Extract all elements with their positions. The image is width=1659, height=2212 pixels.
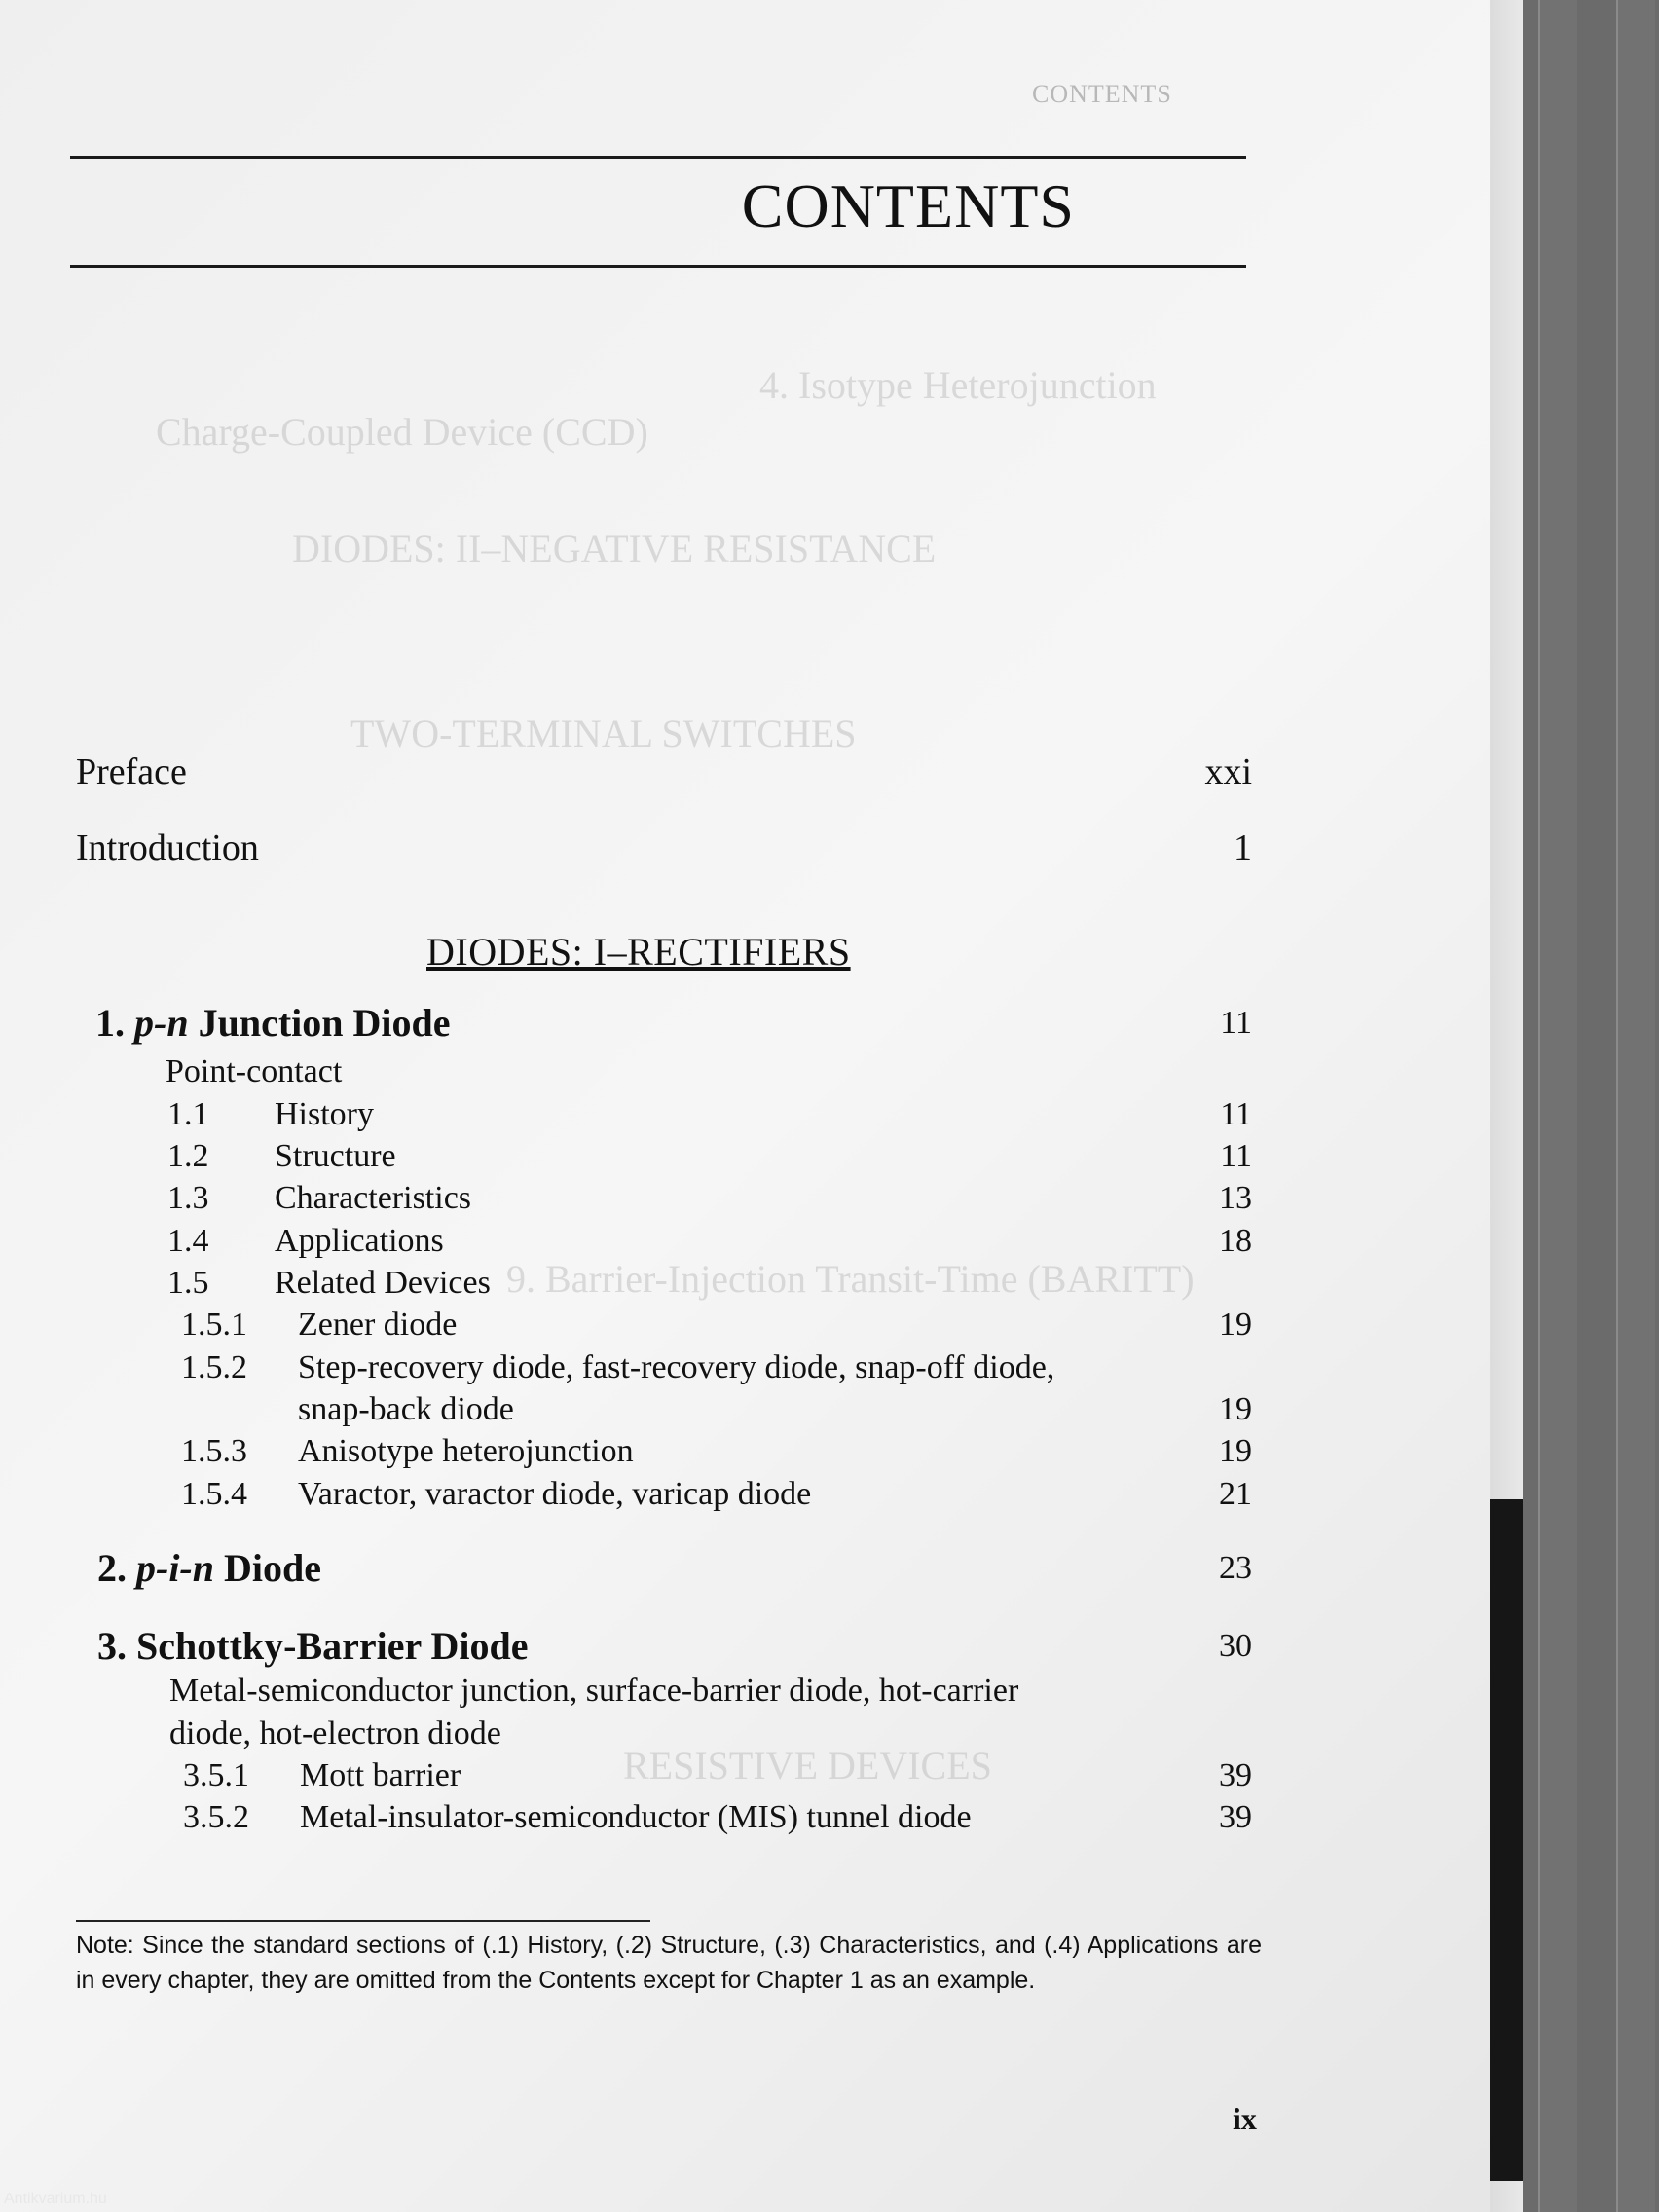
title-rule-top <box>70 156 1246 159</box>
subsection-label: Metal-insulator-semiconductor (MIS) tunnel diode <box>300 1799 972 1835</box>
chapter-number: 1. <box>95 1001 125 1045</box>
toc-subsection[interactable] <box>0 1472 1490 1517</box>
background-wall <box>1499 0 1659 2212</box>
chapter-aliases <box>0 1669 1490 1714</box>
show-through-text: Charge-Coupled Device (CCD) <box>156 410 648 454</box>
subsection-number: 1.5.2 <box>181 1349 247 1385</box>
alias-text: diode, hot-electron diode <box>169 1715 501 1751</box>
toc-page-number: 11 <box>1220 1138 1252 1174</box>
section-label: Related Devices <box>275 1265 491 1301</box>
subsection-label-cont: snap-back diode <box>298 1391 514 1427</box>
show-through-text: DIODES: II–NEGATIVE RESISTANCE <box>292 527 937 571</box>
toc-subsection[interactable] <box>0 1346 1490 1390</box>
chapter-heading <box>97 1546 321 1591</box>
section-label: Structure <box>275 1138 396 1174</box>
toc-subsection[interactable] <box>0 1303 1490 1347</box>
section-number: 1.2 <box>167 1138 209 1174</box>
subsection-number: 3.5.2 <box>183 1799 249 1835</box>
toc-page-number: 39 <box>1219 1757 1252 1793</box>
chapter-number: 3. <box>97 1624 127 1668</box>
section-number: 1.4 <box>167 1223 209 1259</box>
toc-chapter-3[interactable] <box>0 1624 1490 1669</box>
toc-page-number: 11 <box>1220 1005 1252 1041</box>
subsection-label: Mott barrier <box>300 1757 461 1793</box>
subsection-label: Zener diode <box>298 1307 458 1343</box>
toc-subsection[interactable] <box>0 1753 1490 1798</box>
toc-subsection[interactable] <box>0 1795 1490 1840</box>
chapter-aliases <box>0 1050 1490 1094</box>
alias-text: Point-contact <box>166 1053 343 1089</box>
chapter-title: Junction Diode <box>188 1001 451 1045</box>
title-rule-bottom <box>70 265 1246 268</box>
toc-subsection-continuation[interactable] <box>0 1387 1490 1432</box>
subsection-label: Varactor, varactor diode, varicap diode <box>298 1476 812 1512</box>
toc-section[interactable] <box>0 1261 1490 1306</box>
chapter-heading <box>97 1624 529 1669</box>
page-number: ix <box>1233 2101 1257 2136</box>
subsection-number: 3.5.1 <box>183 1757 249 1793</box>
toc-page-number: 18 <box>1219 1223 1252 1259</box>
section-label: Characteristics <box>275 1180 472 1216</box>
toc-entry-label: Preface <box>76 752 187 793</box>
subsection-number: 1.5.1 <box>181 1307 247 1343</box>
toc-page-number: 39 <box>1219 1799 1252 1835</box>
subsection-number: 1.5.4 <box>181 1476 247 1512</box>
chapter-heading <box>95 1001 451 1046</box>
watermark: Antikvarium.hu <box>4 2191 107 2207</box>
toc-page-number: 19 <box>1219 1307 1252 1343</box>
chapter-title-italic: p-n <box>134 1001 189 1045</box>
toc-section[interactable] <box>0 1219 1490 1264</box>
toc-entry-introduction[interactable] <box>0 826 1490 870</box>
running-head: CONTENTS <box>1032 80 1172 108</box>
section-label: Applications <box>275 1223 444 1259</box>
chapter-title: Diode <box>214 1546 321 1590</box>
toc-page-number: 19 <box>1219 1433 1252 1469</box>
toc-page-number: 21 <box>1219 1476 1252 1512</box>
section-number: 1.3 <box>167 1180 209 1216</box>
toc-page-number: 1 <box>1234 828 1252 868</box>
subsection-number: 1.5.3 <box>181 1433 247 1469</box>
toc-entry-label: Introduction <box>76 828 259 868</box>
show-through-text: 9. Barrier-Injection Transit-Time (BARITT) <box>506 1257 1195 1301</box>
chapter-title-italic: p-i-n <box>136 1546 214 1590</box>
toc-entry-preface[interactable] <box>0 750 1490 794</box>
footnote-rule <box>76 1920 650 1922</box>
toc-page-number: 13 <box>1219 1180 1252 1216</box>
subsection-label: Step-recovery diode, fast-recovery diode, snap-off diode, <box>298 1349 1055 1385</box>
toc-subsection[interactable] <box>0 1429 1490 1474</box>
chapter-aliases <box>0 1712 1490 1756</box>
alias-text: Metal-semiconductor junction, surface-barrier diode, hot-carrier <box>169 1673 1019 1709</box>
toc-page-number: 23 <box>1219 1550 1252 1586</box>
show-through-text: TWO-TERMINAL SWITCHES <box>350 712 857 756</box>
toc-section[interactable] <box>0 1092 1490 1137</box>
toc-chapter-2[interactable] <box>0 1546 1490 1591</box>
subsection-label: Anisotype heterojunction <box>298 1433 634 1469</box>
chapter-number: 2. <box>97 1546 127 1590</box>
toc-section[interactable] <box>0 1134 1490 1179</box>
toc-page-number: xxi <box>1204 752 1252 793</box>
chapter-title: Schottky-Barrier Diode <box>136 1624 529 1668</box>
footnote: Note: Since the standard sections of (.1) History, (.2) Structure, (.3) Characteristics, and (.4) Applications are in every chapter, they are omitted from the Contents except for Chapter 1 as an example. <box>76 1932 1262 1994</box>
section-label: History <box>275 1096 374 1132</box>
page-title: CONTENTS <box>741 171 1075 240</box>
section-number: 1.1 <box>167 1096 209 1132</box>
toc-page-number: 30 <box>1219 1628 1252 1664</box>
toc-page-number: 19 <box>1219 1391 1252 1427</box>
toc-section[interactable] <box>0 1176 1490 1221</box>
toc-chapter-1[interactable] <box>0 1001 1490 1046</box>
show-through-text: RESISTIVE DEVICES <box>623 1744 992 1788</box>
section-number: 1.5 <box>167 1265 209 1301</box>
toc-page-number: 11 <box>1220 1096 1252 1132</box>
part-title: DIODES: I–RECTIFIERS <box>426 930 851 974</box>
show-through-text: 4. Isotype Heterojunction <box>759 363 1157 407</box>
